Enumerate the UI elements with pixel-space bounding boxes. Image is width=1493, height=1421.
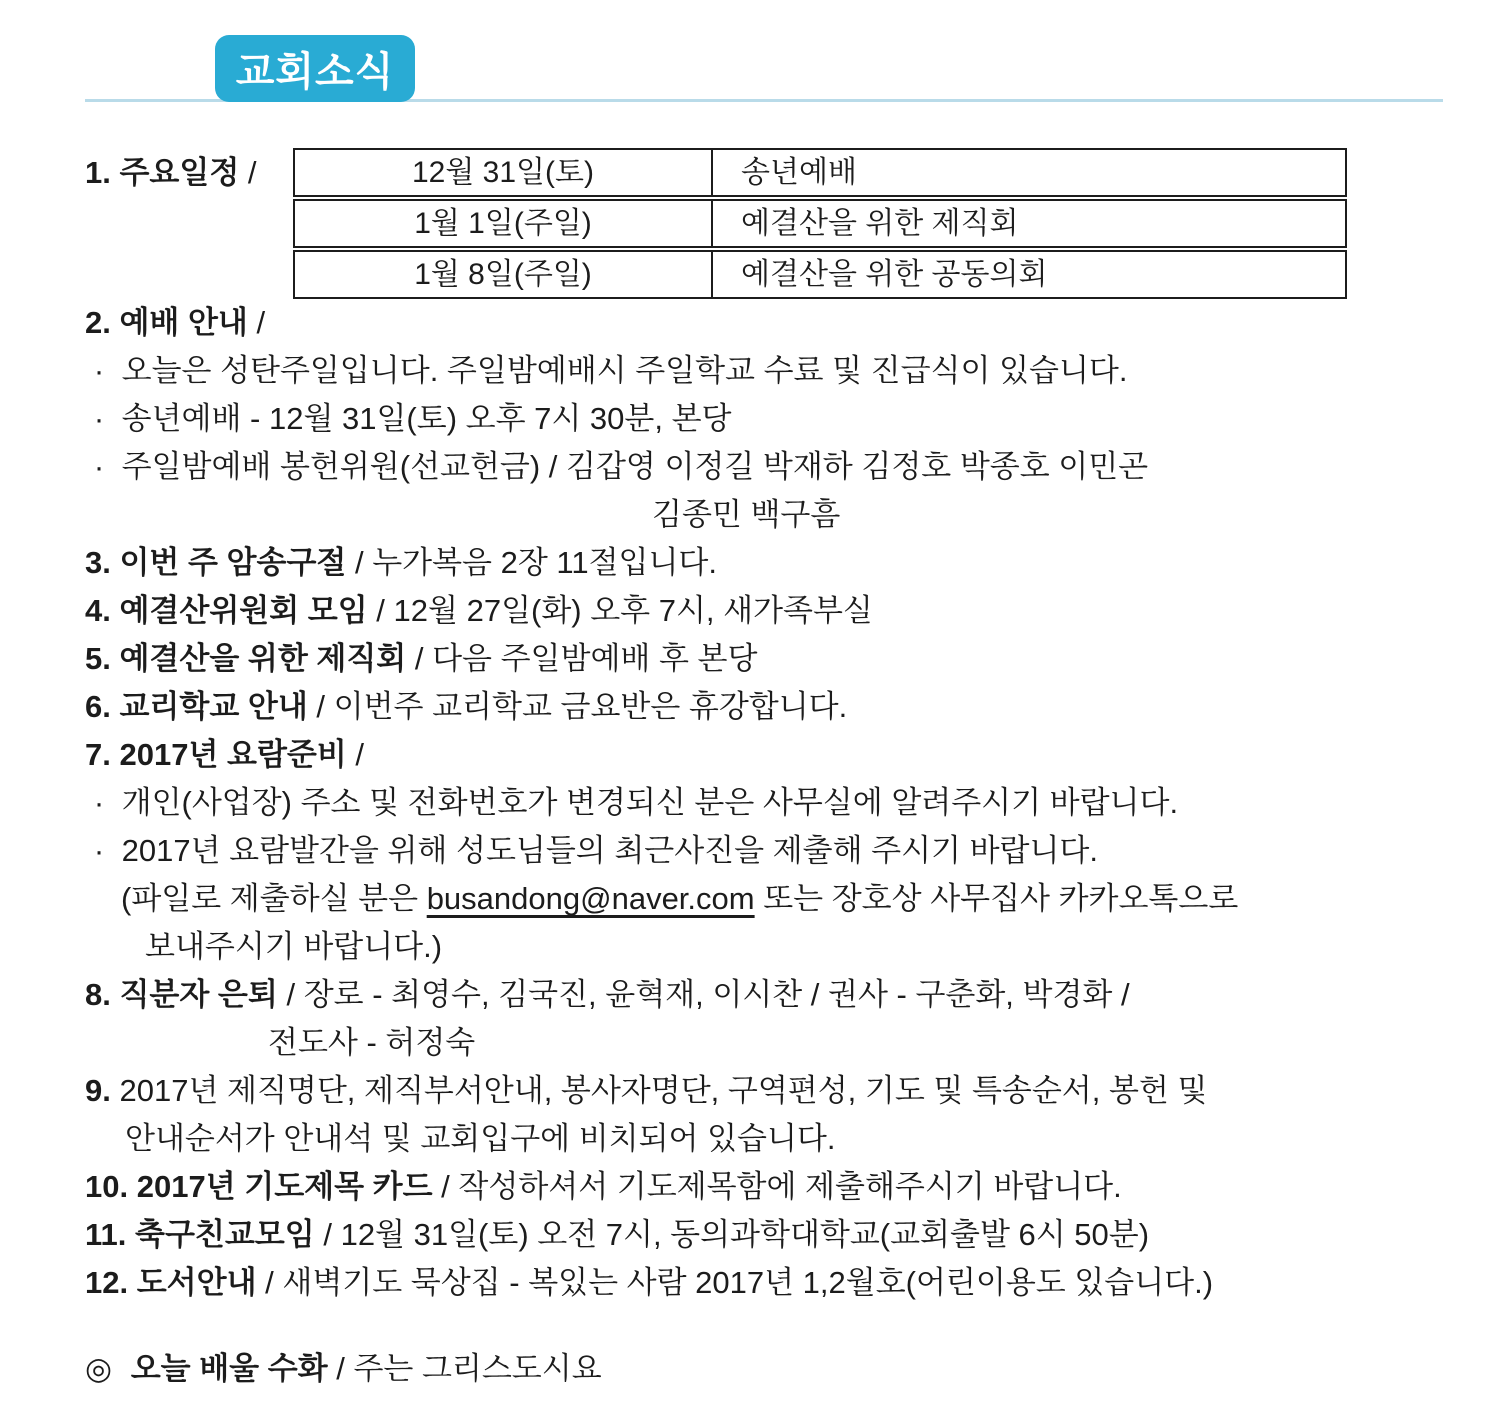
item-body: 12월 31일(토) 오전 7시, 동의과학대학교(교회출발 6시 50분) (340, 1217, 1150, 1252)
slash-separator: / (414, 641, 424, 676)
item-number: 9. (85, 1073, 111, 1108)
page-title-badge (215, 35, 415, 102)
item-title: 직분자 은퇴 (119, 977, 278, 1012)
item-body: 다음 주일밤예배 후 본당 (432, 641, 758, 676)
item-title: 이번 주 암송구절 (119, 545, 347, 580)
item-number: 3. (85, 545, 111, 580)
item-number: 6. (85, 689, 111, 724)
item-title: 2017년 요람준비 (119, 737, 347, 772)
item-body: 새벽기도 묵상집 - 복있는 사람 2017년 1,2월호(어린이용도 있습니다.) (282, 1265, 1214, 1300)
item-7 (85, 731, 1435, 779)
item-3 (85, 539, 1435, 587)
slash-separator: / (354, 545, 364, 580)
item-2-bullet-1 (85, 347, 1435, 395)
item-1-label (85, 148, 293, 197)
bullet-text: 주일밤예배 봉헌위원(선교헌금) / 김갑영 이정길 박재하 김정호 박종호 이민곤 (121, 449, 1149, 484)
bullet-icon: · (93, 785, 105, 820)
item-8-continuation (85, 1019, 1435, 1067)
footer-note (85, 1345, 1435, 1393)
slash-separator: / (286, 977, 296, 1012)
item-title: 예배 안내 (119, 305, 248, 340)
item-7-note-line-1 (85, 875, 1435, 923)
bullet-text: 오늘은 성탄주일입니다. 주일밤예배시 주일학교 수료 및 진급식이 있습니다. (121, 353, 1128, 388)
email-link[interactable]: busandong@naver.com (426, 881, 755, 916)
date-cell: 1월 1일(주일) (414, 206, 592, 240)
date-cell: 12월 31일(토) (412, 155, 594, 189)
item-2 (85, 299, 1435, 347)
item-number: 10. (85, 1169, 129, 1204)
slash-separator: / (376, 593, 385, 628)
item-title: 교리학교 안내 (119, 689, 308, 724)
table-row (293, 199, 1347, 248)
item-2-bullet-2 (85, 395, 1435, 443)
item-8 (85, 971, 1435, 1019)
item-title: 예결산위원회 모임 (119, 593, 368, 628)
item-number: 8. (85, 977, 111, 1012)
item-number: 12. (85, 1265, 129, 1300)
item-4 (85, 587, 1435, 635)
item-title: 주요일정 (119, 155, 240, 190)
item-number: 11. (85, 1217, 127, 1252)
item-2-continuation (85, 491, 1435, 539)
item-7-bullet-1 (85, 779, 1435, 827)
bullet-text: 송년예배 - 12월 31일(토) 오후 7시 30분, 본당 (121, 401, 732, 436)
item-number: 4. (85, 593, 111, 628)
item-number: 1. (85, 155, 111, 190)
footer-body: 주는 그리스도시요 (353, 1351, 602, 1386)
item-11 (85, 1211, 1435, 1259)
item-title: 도서안내 (136, 1265, 257, 1300)
bullet-text: 개인(사업장) 주소 및 전화번호가 변경되신 분은 사무실에 알려주시기 바랍니다. (121, 785, 1179, 820)
item-9 (85, 1067, 1435, 1115)
item-5 (85, 635, 1435, 683)
item-7-bullet-2 (85, 827, 1435, 875)
bullet-icon: · (93, 833, 105, 868)
slash-separator: / (441, 1169, 450, 1204)
bullet-text: 2017년 요람발간을 위해 성도님들의 최근사진을 제출해 주시기 바랍니다. (121, 833, 1098, 868)
date-cell: 1월 8일(주일) (414, 257, 592, 291)
item-number: 5. (85, 641, 111, 676)
item-2-bullet-3 (85, 443, 1435, 491)
slash-separator: / (316, 689, 326, 724)
item-title: 2017년 기도제목 카드 (136, 1169, 433, 1204)
item-10 (85, 1163, 1435, 1211)
item-body: 12월 27일(화) 오후 7시, 새가족부실 (393, 593, 873, 628)
bullet-icon: · (93, 353, 105, 388)
item-9-continuation (85, 1115, 1435, 1163)
slash-separator: / (256, 305, 266, 340)
item-body: 작성하셔서 기도제목함에 제출해주시기 바랍니다. (458, 1169, 1122, 1204)
event-cell: 예결산을 위한 공동의회 (711, 252, 1345, 297)
item-7-note-line-2 (85, 923, 1435, 971)
slash-separator: / (355, 737, 365, 772)
slash-separator: / (336, 1351, 345, 1386)
schedule-table (293, 148, 1347, 299)
event-cell: 예결산을 위한 제직회 (711, 201, 1345, 246)
item-body: 장로 - 최영수, 김국진, 윤혁재, 이시찬 / 권사 - 구춘화, 박경화 / (303, 977, 1130, 1012)
slash-separator: / (265, 1265, 274, 1300)
item-1 (85, 148, 1435, 299)
footer-title: 오늘 배울 수화 (130, 1351, 328, 1386)
table-row (293, 148, 1347, 197)
note-text: 또는 장호상 사무집사 카카오톡으로 (763, 881, 1239, 916)
continuation-text: 김종민 백구흠 (652, 497, 841, 532)
bullet-icon: · (93, 449, 105, 484)
event-cell: 송년예배 (711, 150, 1345, 195)
item-number: 7. (85, 737, 111, 772)
item-number: 2. (85, 305, 111, 340)
double-circle-icon: ◎ (85, 1351, 113, 1386)
continuation-text: 안내순서가 안내석 및 교회입구에 비치되어 있습니다. (125, 1121, 836, 1156)
slash-separator: / (323, 1217, 332, 1252)
item-6 (85, 683, 1435, 731)
note-text: (파일로 제출하실 분은 (121, 881, 419, 916)
bullet-icon: · (93, 401, 105, 436)
table-row (293, 250, 1347, 299)
item-title: 예결산을 위한 제직회 (119, 641, 407, 676)
item-title: 축구친교모임 (135, 1217, 315, 1252)
continuation-text: 전도사 - 허정숙 (268, 1025, 476, 1060)
note-text: 보내주시기 바랍니다.) (145, 929, 443, 964)
bulletin-content (85, 148, 1435, 1393)
slash-separator: / (247, 155, 257, 190)
item-body: 2017년 제직명단, 제직부서안내, 봉사자명단, 구역편성, 기도 및 특송순서, 봉헌 및 (119, 1073, 1208, 1108)
item-12 (85, 1259, 1435, 1307)
item-body: 누가복음 2장 11절입니다. (372, 545, 717, 580)
page-title: 교회소식 (235, 50, 395, 94)
item-body: 이번주 교리학교 금요반은 휴강합니다. (333, 689, 848, 724)
